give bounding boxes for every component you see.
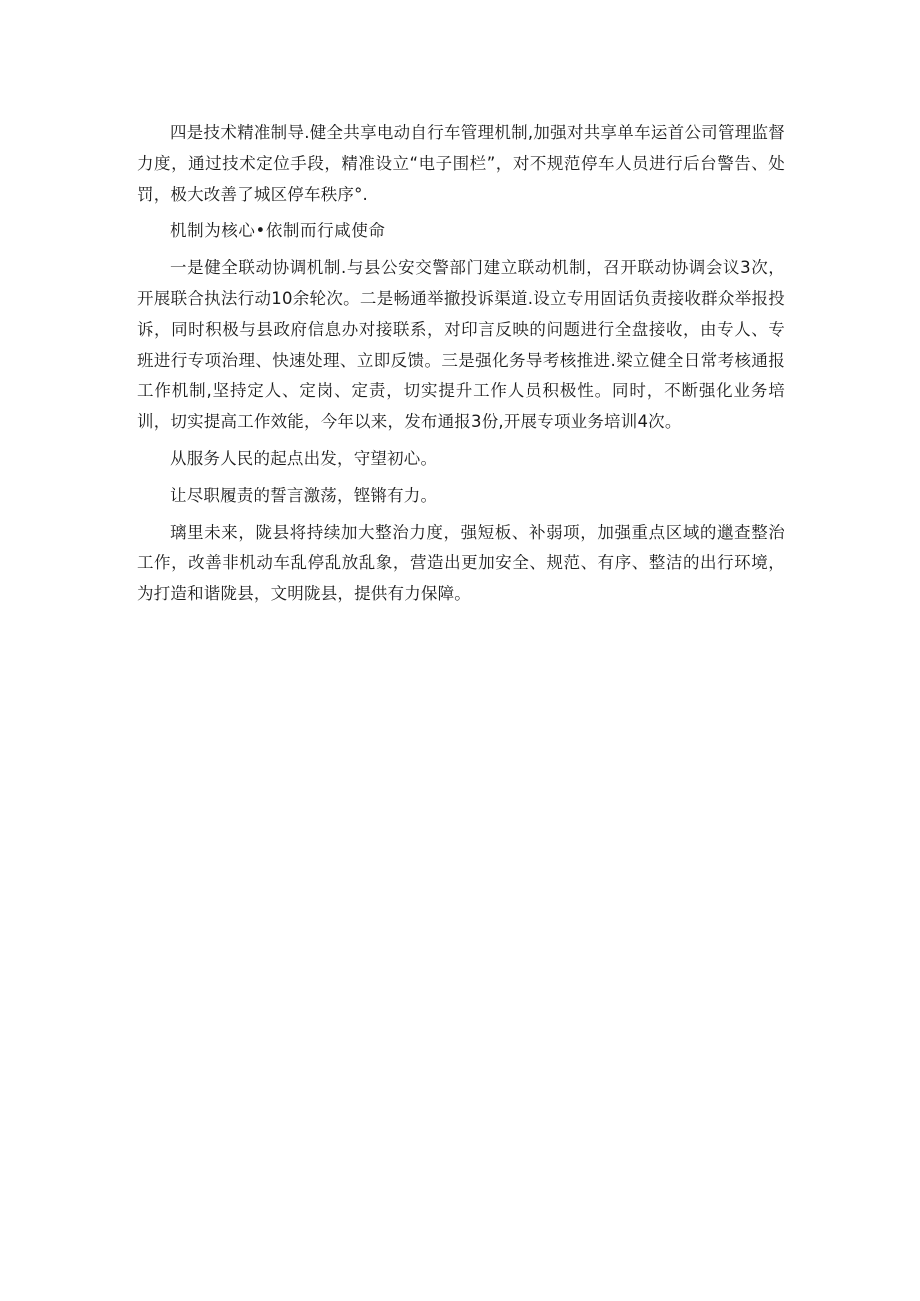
paragraph-technology-guidance: 四是技术精准制导.健全共享电动自行车管理机制,加强对共享单车运首公司管理监督力度，通过技术定位手段，精准设立“电子围栏”，对不规范停车人员进行后台警告、处罚，极大改善了城区停车秩序°. <box>137 123 785 204</box>
paragraph-serve-people: 从服务人民的起点出发，守望初心。 <box>170 448 438 468</box>
document-body <box>137 118 785 616</box>
paragraph-duty-oath: 让尽职履责的誓言激荡，铿锵有力。 <box>170 485 438 505</box>
paragraph-future-outlook: 璃里未来，陇县将持续加大整治力度，强短板、补弱项，加强重点区域的邋查整治工作，改善非机动车乱停乱放乱象，营造出更加安全、规范、有序、整洁的出行环境，为打造和谐陇县，文明陇县，提供有力保障。 <box>137 522 785 604</box>
section-heading-mechanism: 机制为核心•依制而行咸使命 <box>170 221 386 241</box>
paragraph-coordination-mechanism: 一是健全联动协调机制.与县公安交警部门建立联动机制，召开联动协调会议3次，开展联合执法行动10余轮次。二是畅通举撤投诉渠道.设立专用固话负责接收群众举报投诉，同时积极与县政府信息办对接联系，对印言反映的问题进行全盘接收，由专人、专班进行专项治理、快速处理、立即反馈。三是强化务导考核推进.梁立健全日常考核通报工作机制,坚持定人、定岗、定责，切实提升工作人员积极性。同时，不断强化业务培训，切实提高工作效能，今年以来，发布通报3份,开展专项业务培训4次。 <box>137 258 785 432</box>
